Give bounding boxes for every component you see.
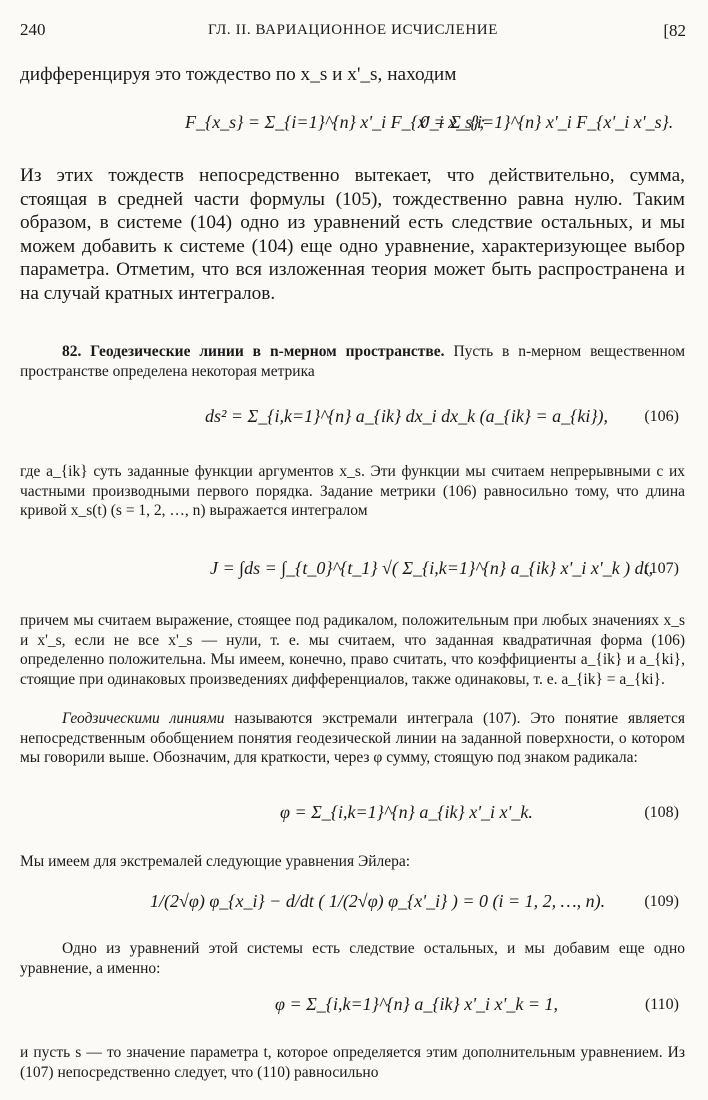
paragraph-4 <box>20 611 685 689</box>
equation-108-formula: φ = Σ_{i,k=1}^{n} a_{ik} x'_i x'_k. <box>280 802 533 822</box>
equation-109-formula: 1/(2√φ) φ_{x_i} − d/dt ( 1/(2√φ) φ_{x'_i} ) = 0 (i = 1, 2, …, n). <box>150 891 606 911</box>
paragraph-5-text: называются экстремали интеграла (107). Это понятие является непосредственным обобщением понятия геодезической линии на заданной поверхности, о котором мы говорили выше. Обозначим, для краткости, через φ сумму, стоящую под знаком радикала: <box>20 710 685 767</box>
paragraph-7 <box>20 939 685 978</box>
paragraph-8 <box>20 1043 685 1082</box>
paragraph-7-text: Одно из уравнений этой системы есть следствие остальных, и мы добавим еще одно уравнение, а именно: <box>20 940 685 977</box>
equation-107 <box>20 538 685 602</box>
equation-110 <box>20 980 685 1036</box>
paragraph-5 <box>20 709 685 768</box>
paragraph-2 <box>20 164 685 305</box>
equation-110-formula: φ = Σ_{i,k=1}^{n} a_{ik} x'_i x'_k = 1, <box>275 994 559 1014</box>
paragraph-3-text: где a_{ik} суть заданные функции аргументов x_s. Эти функции мы считаем непрерывными с их частными производными первого порядка. Задание метрики (106) равносильно тому, что длина кривой x_s(t) (s = 1, 2, …, n) выражается интегралом <box>20 463 685 520</box>
equation-top <box>20 98 685 162</box>
running-title: ГЛ. II. ВАРИАЦИОННОЕ ИСЧИСЛЕНИЕ <box>208 22 498 38</box>
section-text: Пусть в n-мерном вещественном пространстве определена некоторая метрика <box>20 343 685 380</box>
running-header <box>20 20 686 44</box>
equation-109-number: (109) <box>644 893 679 910</box>
section-title: 82. Геодезические линии в n-мерном пространстве. <box>62 343 445 360</box>
equation-110-number: (110) <box>644 996 679 1013</box>
equation-top-left: F_{x_s} = Σ_{i=1}^{n} x'_i F_{x'_i x_s}; <box>185 112 486 132</box>
paragraph-3 <box>20 462 685 521</box>
paragraph-1 <box>20 63 685 87</box>
equation-106 <box>20 390 685 450</box>
equation-107-number: (107) <box>644 560 679 577</box>
paragraph-2-text: Из этих тождеств непосредственно вытекает, что действительно, сумма, стоящая в средней части формулы (105), тождественно равна нулю. Таким образом, в системе (104) одно из уравнений есть следствие остальных, и мы можем добавить к системе (104) еще одно уравнение, характеризующее выбор параметра. Отметим, что вся изложенная теория может быть распространена и на случай кратных интегралов. <box>20 165 685 304</box>
paragraph-8-text: и пусть s — то значение параметра t, которое определяется этим дополнительным уравнением. Из (107) непосредственно следует, что (110) равносильно <box>20 1044 685 1081</box>
equation-107-formula: J = ∫ds = ∫_{t_0}^{t_1} √( Σ_{i,k=1}^{n} a_{ik} x'_i x'_k ) dt, <box>210 558 654 578</box>
paragraph-6 <box>20 852 685 872</box>
equation-109 <box>20 873 685 933</box>
equation-106-number: (106) <box>644 408 679 425</box>
paragraph-6-text: Мы имеем для экстремалей следующие уравнения Эйлера: <box>20 853 411 870</box>
equation-108-number: (108) <box>644 804 679 821</box>
paragraph-1-text: дифференцируя это тождество по x_s и x'_s, находим <box>20 64 457 85</box>
page-number: 240 <box>20 20 46 39</box>
term-geodesic-lines: Геодзическими линиями <box>62 710 225 727</box>
section-82 <box>20 342 685 381</box>
equation-108 <box>20 786 685 846</box>
paragraph-4-text: причем мы считаем выражение, стоящее под радикалом, положительным при любых значениях x_s и x'_s, если не все x'_s — нули, т. е. мы считаем, что заданная квадратичная форма (106) определенно положительна. Мы имеем, конечно, право считать, что коэффициенты a_{ik} и a_{ki}, стоящие при одинаковых произведениях дифференциалов, также одинаковы, т. е. a_{ik} = a_{ki}. <box>20 612 685 688</box>
equation-106-formula: ds² = Σ_{i,k=1}^{n} a_{ik} dx_i dx_k (a_{ik} = a_{ki}), <box>205 406 609 426</box>
section-marker: [82 <box>663 21 686 40</box>
equation-top-right: 0 = Σ_{i=1}^{n} x'_i F_{x'_i x'_s}. <box>420 112 674 132</box>
